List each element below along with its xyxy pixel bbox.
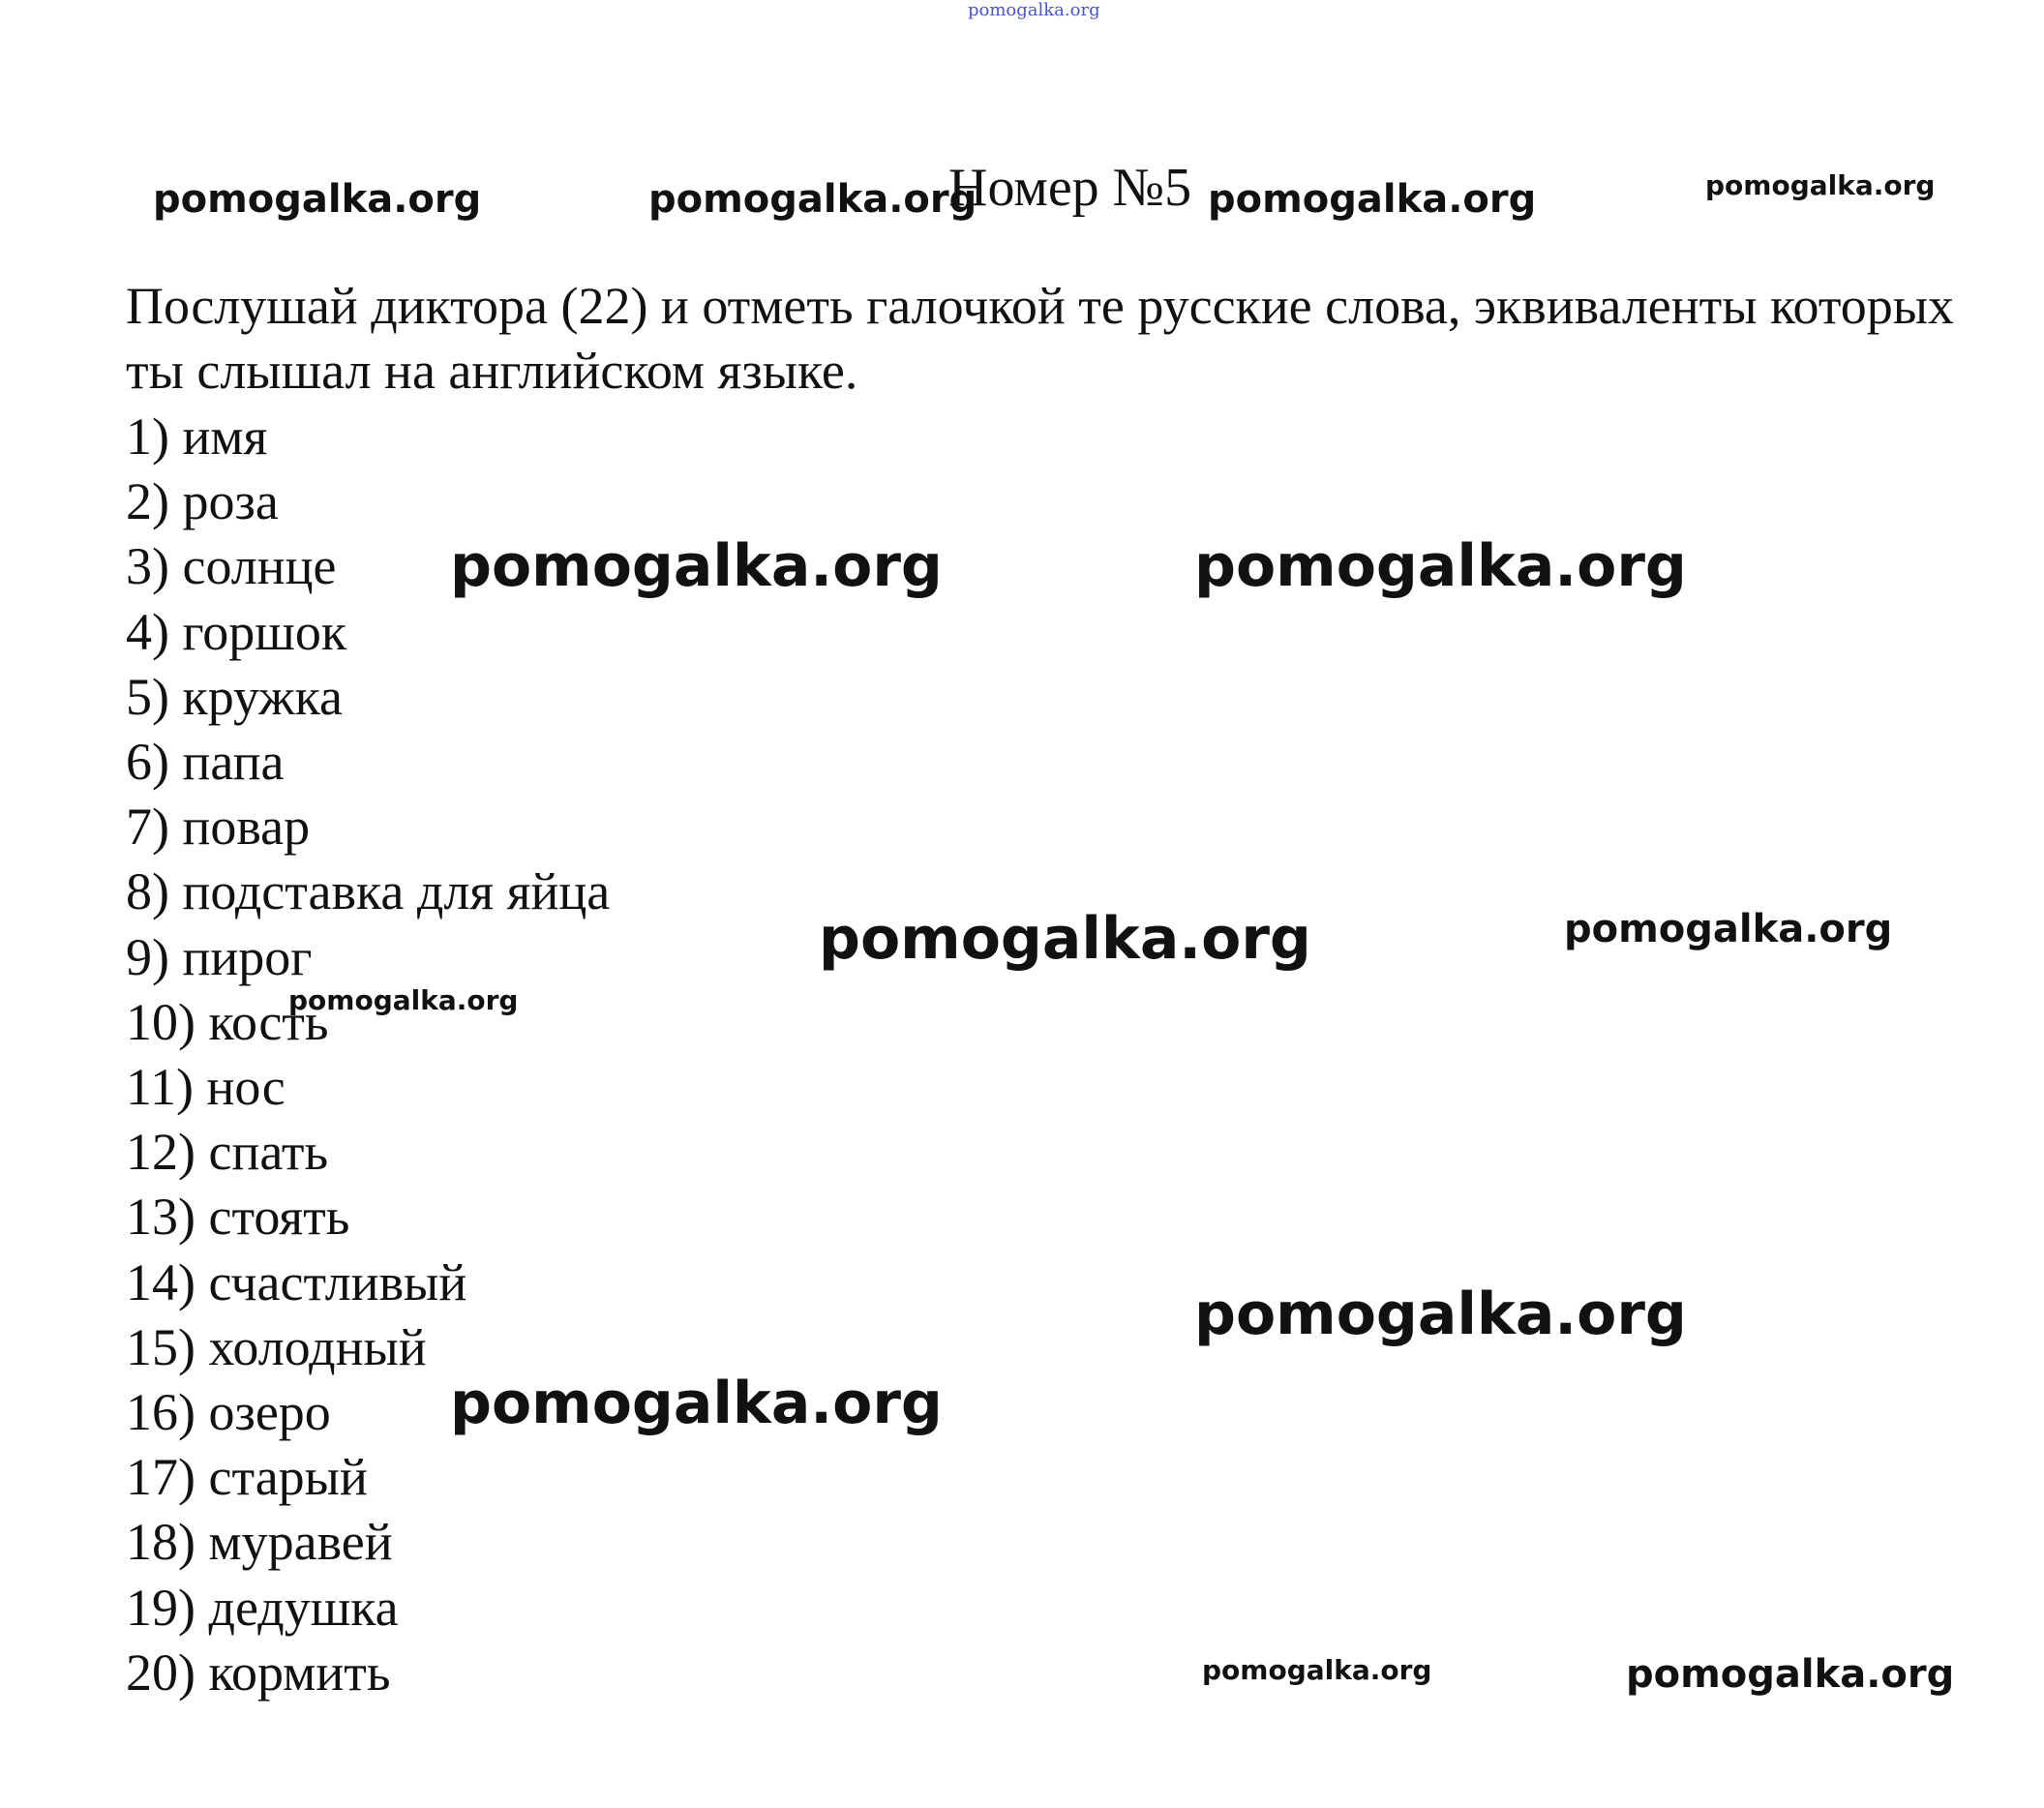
watermark: pomogalka.org (1705, 169, 1936, 201)
list-item: 10) кость (126, 992, 329, 1051)
list-item: 15) холодный (126, 1317, 427, 1376)
list-item: 13) стоять (126, 1188, 350, 1247)
list-item: 17) старый (126, 1448, 368, 1507)
page-heading: Номер №5 (948, 158, 1192, 218)
list-item: 8) подставка для яйца (126, 862, 611, 921)
watermark: pomogalka.org (450, 1370, 943, 1437)
task-instruction: Послушай диктора (22) и отметь галочкой те русские слова, эквиваленты которых ты слышал на английском языке. (126, 277, 1954, 400)
watermark: pomogalka.org (1208, 177, 1537, 222)
list-item: 4) горшок (126, 602, 347, 661)
watermark-top: pomogalka.org (968, 0, 1100, 20)
list-item: 6) папа (126, 733, 285, 792)
list-item: 1) имя (126, 407, 268, 466)
list-item: 18) муравей (126, 1513, 393, 1572)
list-item: 19) дедушка (126, 1578, 399, 1637)
watermark: pomogalka.org (288, 984, 519, 1016)
watermark: pomogalka.org (1202, 1654, 1432, 1686)
watermark: pomogalka.org (153, 177, 482, 222)
list-item: 2) роза (126, 472, 279, 531)
list-item: 3) солнце (126, 537, 337, 596)
list-item: 20) кормить (126, 1642, 391, 1702)
watermark: pomogalka.org (1194, 1281, 1687, 1348)
watermark: pomogalka.org (1564, 907, 1893, 951)
list-item: 14) счастливый (126, 1252, 467, 1311)
list-item: 12) спать (126, 1123, 329, 1182)
watermark: pomogalka.org (1194, 532, 1687, 600)
watermark: pomogalka.org (1626, 1652, 1955, 1697)
watermark: pomogalka.org (648, 177, 977, 222)
list-item: 5) кружка (126, 667, 343, 726)
watermark: pomogalka.org (450, 532, 943, 600)
list-item: 9) пирог (126, 927, 313, 986)
list-item: 7) повар (126, 798, 311, 857)
watermark: pomogalka.org (819, 905, 1311, 973)
list-item: 16) озеро (126, 1383, 331, 1442)
list-item: 11) нос (126, 1058, 286, 1117)
